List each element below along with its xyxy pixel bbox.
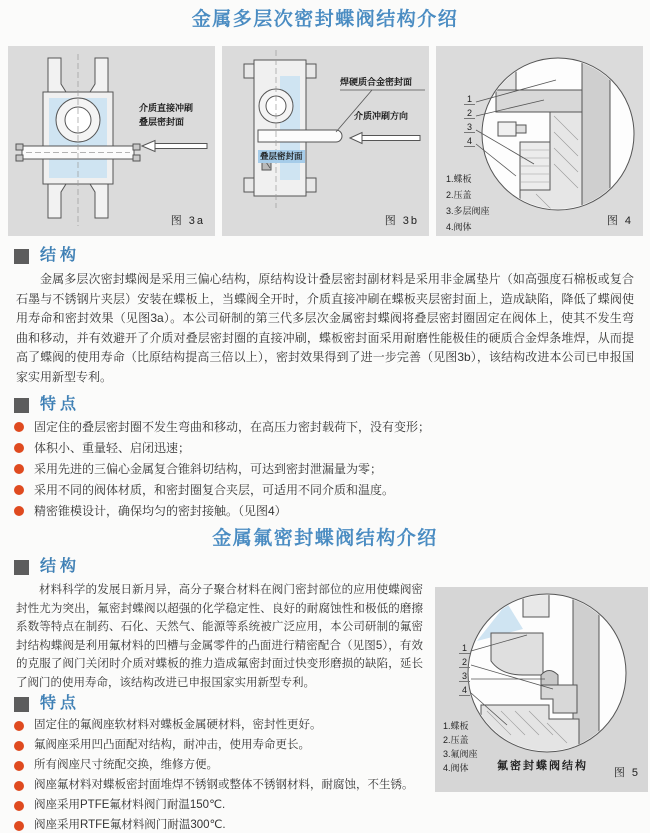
fig5-callout-1: 1: [459, 643, 470, 654]
fig4-callout-2: 2: [464, 108, 475, 119]
bullet-icon: [14, 761, 24, 771]
fig4-callout-3: 3: [464, 122, 475, 133]
flow-arrow-icon: [350, 133, 420, 144]
feature-item: 固定住的叠层密封圈不发生弯曲和移动，在高压力密封载荷下，没有变形；: [14, 419, 650, 435]
valve-front-section-drawing: [8, 46, 215, 236]
section-marker-icon: [14, 398, 29, 413]
fig5-callout-3: 3: [459, 671, 470, 682]
section1-structure-heading: 结构: [14, 248, 650, 264]
fig3b-flow-label: 介质冲刷方向: [354, 111, 409, 121]
fig4-caption: 图 4: [606, 215, 633, 227]
bullet-icon: [14, 422, 24, 432]
feature-item: 采用不同的阀体材质，和密封圈复合夹层，可适用不同介质和温度。: [14, 482, 650, 498]
page-title-2: 金属氟密封蝶阀结构介绍: [212, 528, 438, 549]
fig5-legend-3: 3.氟阀座: [443, 749, 478, 759]
feature-item: 阀座采用PTFE氟材料阀门耐温150℃.: [14, 798, 650, 813]
bullet-icon: [14, 781, 24, 791]
fig5-legend-2: 2.压盖: [443, 735, 469, 745]
fig3a-caption: 图 3a: [170, 215, 205, 227]
document-page: [0, 8, 650, 831]
section1-features-heading: 特点: [14, 397, 650, 413]
fig4-legend-3: 3.多层阀座: [446, 206, 490, 216]
fig4-legend-1: 1.蝶板: [446, 174, 472, 184]
fig4-callout-1: 1: [464, 94, 475, 105]
bullet-icon: [14, 506, 24, 516]
feature-item: 阀座氟材料对蝶板密封面堆焊不锈钢或整体不锈钢材料，耐腐蚀，不生锈。: [14, 778, 650, 793]
fig5-legend-4: 4.阀体: [443, 763, 469, 773]
figure-row: [8, 46, 642, 236]
fig5-callout-4: 4: [459, 685, 470, 696]
figure-3a-panel: [8, 46, 215, 236]
fig3a-label-line2: 叠层密封面: [139, 117, 185, 127]
feature-item: 精密锥模设计，确保均匀的密封接触。（见图4）: [14, 503, 650, 519]
section2-structure-heading: 结构: [14, 559, 650, 575]
section-marker-icon: [14, 560, 29, 575]
fig5-callout-2: 2: [459, 657, 470, 668]
fig3b-seal-label: 叠层密封面: [260, 151, 303, 161]
figure-3b-panel: [222, 46, 429, 236]
figure-4-panel: [436, 46, 643, 236]
bullet-icon: [14, 485, 24, 495]
section-marker-icon: [14, 697, 29, 712]
fig5-title: 氟密封蝶阀结构: [497, 760, 588, 772]
bullet-icon: [14, 801, 24, 811]
feature-item: 体积小、重量轻、启闭迅速；: [14, 440, 650, 456]
bullet-icon: [14, 821, 24, 831]
fig3a-label-line1: 介质直接冲刷: [139, 103, 194, 113]
section2-structure-paragraph: 材料科学的发展日新月异，高分子聚合材料在阀门密封部位的应用使蝶阀密封性尤为突出，氟密封蝶阀以超强的化学稳定性、良好的耐腐蚀性和极低的磨擦系数等特点在制药、石化、天然气、能源等系统被广泛应用，本公司研制的氟密封结构蝶阀是利用氟材料的凹槽与金属零件的凸面进行精密配合（见图5），有效 的克服了阀门关闭时介质对蝶板的推力造成氟密封面过快变形磨损的缺陷，延长了阀门的使用寿命，该结构改进已申报国家实用新型专利。: [16, 584, 423, 689]
fig3b-weld-label: 焊硬质合金密封面: [340, 77, 413, 87]
section1-structure-paragraph: 金属多层次密封蝶阀是采用三偏心结构，原结构设计叠层密封副材料是采用非金属垫片（如高强度石棉板或复合石墨与不锈钢片夹层）安装在蝶板上，当蝶阀全开时，介质直接冲刷在蝶板夹层密封面上，造成缺陷，降低了蝶阀使用寿命和密封效果（见图3a）。本公司研制的第三代多层次金属密封蝶阀将叠层密封圈固定在阀体上，使其不发生弯曲和移动，并有效避开了介质对叠层密封圈的直接冲刷，蝶板密封面采用耐磨性能极佳的硬质合金焊条堆焊，从而提高了蝶阀的使用寿命（比原结构提高三倍以上），密封效果得到了进一步完善（见图3b），该结构改进本公司已申报国家实用新型专利。: [16, 272, 634, 384]
feature-item: 采用先进的三偏心金属复合锥斜切结构，可达到密封泄漏量为零；: [14, 461, 650, 477]
page-title: 金属多层次密封蝶阀结构介绍: [191, 9, 459, 30]
feature-item: 所有阀座尺寸统配交换，维修方便。: [14, 758, 650, 773]
fig4-callout-4: 4: [464, 136, 475, 147]
bullet-icon: [14, 464, 24, 474]
fig5-legend-1: 1.蝶板: [443, 721, 469, 731]
feature-item: 固定住的氟阀座软材料对蝶板金属硬材料，密封性更好。: [14, 718, 650, 733]
section-marker-icon: [14, 249, 29, 264]
flow-arrow-icon: [142, 141, 207, 152]
section2-features-heading: 特点: [14, 696, 423, 712]
fig4-legend-2: 2.压盖: [446, 190, 472, 200]
bullet-icon: [14, 721, 24, 731]
fig3b-caption: 图 3b: [384, 215, 419, 227]
fig4-legend-4: 4.阀体: [446, 222, 472, 232]
fig5-caption: 图 5: [613, 767, 640, 779]
valve-side-section-drawing: [222, 46, 429, 236]
feature-item: 氟阀座采用凹凸面配对结构，耐冲击，使用寿命更长。: [14, 738, 650, 753]
feature-item: 阀座采用RTFE氟材料阀门耐温300℃.: [14, 818, 650, 833]
bullet-icon: [14, 741, 24, 751]
bullet-icon: [14, 443, 24, 453]
section1-feature-list: [14, 419, 650, 519]
